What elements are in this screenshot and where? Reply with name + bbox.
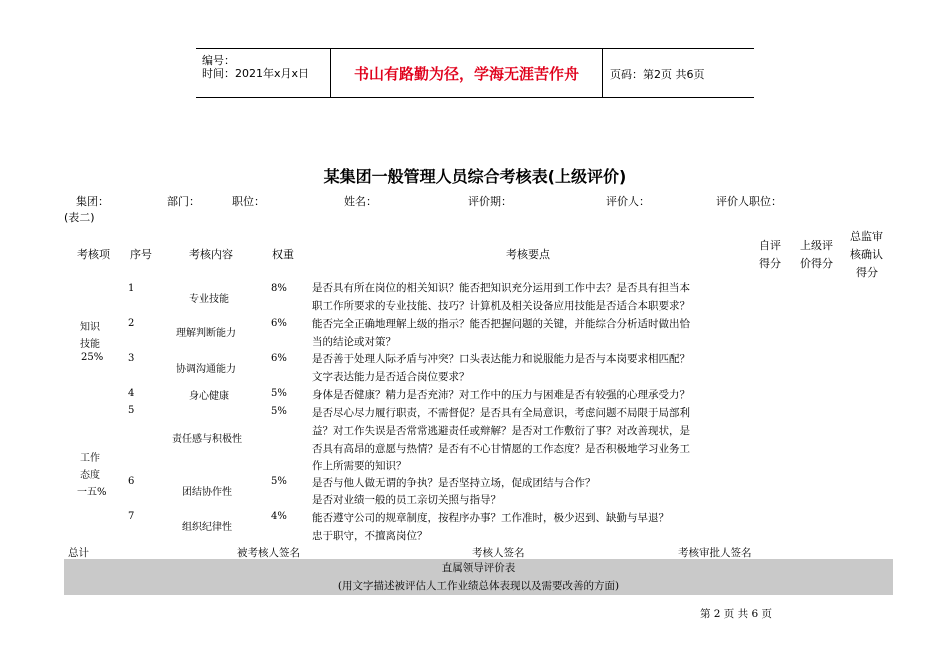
col-header-content: 考核内容 <box>189 248 233 261</box>
table-number: (表二) <box>64 211 95 224</box>
assessor-signature-label: 考核人签名 <box>472 547 525 559</box>
row-seq: 1 <box>128 283 135 294</box>
row-weight: 5% <box>271 476 287 487</box>
group-attitude: 工作 <box>80 453 100 464</box>
number-label: 编号： <box>202 54 235 67</box>
leader-evaluation-title: 直属领导评价表 <box>441 562 516 574</box>
row-point-line: 是否尽心尽力履行职责，不需督促？是否具有全局意识，考虑问题不局限于局部利 <box>312 407 690 419</box>
group-knowledge-weight: 25% <box>81 352 104 363</box>
row-point-line: 当的结论或对策？ <box>312 336 396 348</box>
row-point-line: 益？对工作失误是否常常逃避责任或辩解？是否对工作敷衍了事？对改善现状，是 <box>312 425 690 437</box>
row-content: 理解判断能力 <box>176 328 236 339</box>
time-label: 时间：2021年x月x日 <box>202 67 310 80</box>
header-motto: 书山有路勤为径，学海无涯苦作舟 <box>353 64 579 83</box>
row-point-line: 否具有高昂的意愿与热情？是否有不心甘情愿的工作态度？是否积极地学习业务工 <box>312 443 690 455</box>
col-header-item: 考核项 <box>77 248 110 261</box>
col-header-director: 核确认 <box>850 248 883 261</box>
group-label: 集团： <box>76 195 109 208</box>
row-seq: 7 <box>128 511 135 522</box>
page-header <box>196 48 754 98</box>
leader-evaluation-subtitle: (用文字描述被评估人工作业绩总体表现以及需要改善的方面) <box>337 580 620 592</box>
row-seq: 2 <box>128 318 135 329</box>
row-point-line: 是否具有所在岗位的相关知识？能否把知识充分运用到工作中去？是否具有担当本 <box>312 282 690 294</box>
page-footer: 第 2 页 共 6 页 <box>699 608 772 620</box>
row-point-line: 忠于职守，不擅离岗位？ <box>312 530 428 542</box>
row-content: 专业技能 <box>189 294 229 305</box>
row-weight: 6% <box>271 353 287 364</box>
row-point-line: 职工作所要求的专业技能、技巧？计算机及相关设备应用技能是否适合本职要求？ <box>312 300 690 312</box>
row-point-line: 文字表达能力是否适合岗位要求？ <box>312 371 470 383</box>
row-content: 责任感与积极性 <box>172 434 242 445</box>
position-label: 职位： <box>232 195 265 208</box>
row-seq: 3 <box>128 353 135 364</box>
evaluator-position-label: 评价人职位： <box>716 195 782 208</box>
department-label: 部门： <box>167 195 200 208</box>
row-weight: 6% <box>271 318 287 329</box>
row-point-line: 是否善于处理人际矛盾与冲突？口头表达能力和说服能力是否与本岗要求相匹配？ <box>312 353 690 365</box>
group-knowledge: 技能 <box>80 339 100 350</box>
row-content: 身心健康 <box>189 391 229 402</box>
row-weight: 5% <box>271 388 287 399</box>
col-header-director: 得分 <box>856 266 878 279</box>
col-header-seq: 序号 <box>130 248 152 261</box>
row-point-line: 是否与他人做无谓的争执？是否坚持立场，促成团结与合作？ <box>312 477 596 489</box>
col-header-director: 总监审 <box>850 230 883 243</box>
row-weight: 5% <box>271 406 287 417</box>
row-seq: 5 <box>128 405 135 416</box>
row-point-line: 能否完全正确地理解上级的指示？能否把握问题的关键，并能综合分析适时做出恰 <box>312 318 690 330</box>
row-seq: 4 <box>128 388 135 399</box>
row-content: 团结协作性 <box>182 487 232 498</box>
col-header-weight: 权重 <box>272 248 294 261</box>
approver-signature-label: 考核审批人签名 <box>678 547 752 559</box>
period-label: 评价期： <box>468 195 512 208</box>
col-header-self: 得分 <box>759 257 781 270</box>
form-title: 某集团一般管理人员综合考核表(上级评价) <box>323 167 627 186</box>
col-header-superior: 上级评 <box>800 239 833 252</box>
group-attitude: 态度 <box>80 470 100 481</box>
row-point-line: 是否对业绩一般的员工亲切关照与指导？ <box>312 494 501 506</box>
row-point-line: 作上所需要的知识？ <box>312 460 407 472</box>
group-attitude-weight: 一五% <box>77 487 107 498</box>
name-label: 姓名： <box>344 195 377 208</box>
group-knowledge: 知识 <box>80 322 100 333</box>
row-weight: 4% <box>271 511 287 522</box>
row-weight: 8% <box>271 283 287 294</box>
assessed-signature-label: 被考核人签名 <box>237 547 300 559</box>
row-content: 组织纪律性 <box>182 522 232 533</box>
total-label: 总计 <box>68 547 89 559</box>
page-number-label: 页码：第2页 共6页 <box>610 68 705 81</box>
row-point-line: 身体是否健康？精力是否充沛？对工作中的压力与困难是否有较强的心理承受力？ <box>312 389 690 401</box>
row-point-line: 能否遵守公司的规章制度，按程序办事？工作准时，极少迟到、缺勤与早退？ <box>312 512 669 524</box>
col-header-superior: 价得分 <box>800 257 833 270</box>
col-header-self: 自评 <box>759 239 781 252</box>
header-divider <box>602 49 603 97</box>
row-seq: 6 <box>128 476 135 487</box>
evaluator-label: 评价人： <box>606 195 650 208</box>
col-header-points: 考核要点 <box>506 248 550 261</box>
row-content: 协调沟通能力 <box>176 364 236 375</box>
